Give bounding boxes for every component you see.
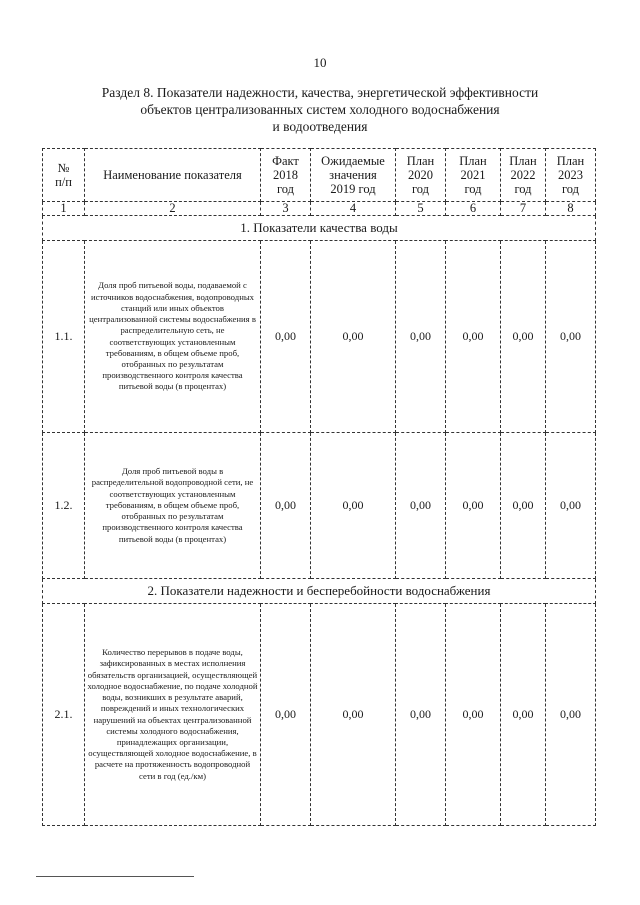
value-fact-2018: 0,00: [261, 604, 311, 826]
section-row: [43, 216, 596, 241]
section-heading: [60, 84, 580, 135]
header-expected-2019: Ожидаемые значения 2019 год: [311, 149, 396, 202]
value-fact-2018: 0,00: [261, 241, 311, 433]
indicator-name: Доля проб питьевой воды в распределительной водопроводной сети, не соответствующих установленным требованиям, в общем объеме проб, отобранных по результатам производственного контроля качества питьевой воды (в процентах): [85, 433, 261, 579]
value-expected-2019: 0,00: [311, 604, 396, 826]
row-number: 2.1.: [43, 604, 85, 826]
heading-line-1: Раздел 8. Показатели надежности, качества, энергетической эффективности: [101, 85, 539, 100]
col-number: 5: [396, 202, 446, 216]
column-number-row: [43, 202, 596, 216]
table-row: [43, 433, 596, 579]
col-number: 1: [43, 202, 85, 216]
value-plan-2020: 0,00: [396, 433, 446, 579]
value-fact-2018: 0,00: [261, 433, 311, 579]
table-row: [43, 241, 596, 433]
value-plan-2021: 0,00: [446, 604, 501, 826]
value-plan-2023: 0,00: [546, 604, 596, 826]
header-name: Наименование показателя: [85, 149, 261, 202]
col-number: 8: [546, 202, 596, 216]
value-plan-2022: 0,00: [501, 433, 546, 579]
section-title: 2. Показатели надежности и бесперебойности водоснабжения: [43, 579, 596, 604]
value-plan-2023: 0,00: [546, 433, 596, 579]
row-number: 1.1.: [43, 241, 85, 433]
col-number: 4: [311, 202, 396, 216]
value-expected-2019: 0,00: [311, 241, 396, 433]
value-plan-2023: 0,00: [546, 241, 596, 433]
value-plan-2020: 0,00: [396, 241, 446, 433]
table-row: [43, 604, 596, 826]
col-number: 7: [501, 202, 546, 216]
indicator-name: Доля проб питьевой воды, подаваемой с источников водоснабжения, водопроводных станций или иных объектов централизованной системы водоснабжения в распределительную сеть, не соответствующих установленным требованиям, в общем объеме проб, отобранных по результатам производственного контроля качества питьевой воды (в процентах): [85, 241, 261, 433]
value-expected-2019: 0,00: [311, 433, 396, 579]
row-number: 1.2.: [43, 433, 85, 579]
value-plan-2022: 0,00: [501, 604, 546, 826]
indicators-table: [42, 148, 596, 826]
value-plan-2020: 0,00: [396, 604, 446, 826]
value-plan-2021: 0,00: [446, 433, 501, 579]
col-number: 6: [446, 202, 501, 216]
header-fact-2018: Факт 2018 год: [261, 149, 311, 202]
page-number: 10: [313, 55, 327, 70]
value-plan-2022: 0,00: [501, 241, 546, 433]
footnote-separator: [36, 876, 194, 877]
header-plan-2021: План 2021 год: [446, 149, 501, 202]
header-plan-2023: План 2023 год: [546, 149, 596, 202]
heading-line-3: и водоотведения: [272, 119, 368, 134]
indicator-name: Количество перерывов в подаче воды, зафиксированных в местах исполнения обязательств организацией, осуществляющей холодное водоснабжение, по подаче холодной воды, возникших в результате аварий, повреждений и иных технологических нарушений на объектах централизованной системы холодного водоснабжения, принадлежащих организации, осуществляющей холодное водоснабжение, в расчете на протяженность водопроводной сети в год (ед./км): [85, 604, 261, 826]
header-plan-2020: План 2020 год: [396, 149, 446, 202]
col-number: 3: [261, 202, 311, 216]
heading-line-2: объектов централизованных систем холодного водоснабжения: [140, 102, 500, 117]
section-row: [43, 579, 596, 604]
col-number: 2: [85, 202, 261, 216]
header-plan-2022: План 2022 год: [501, 149, 546, 202]
header-row: [43, 149, 596, 202]
section-title: 1. Показатели качества воды: [43, 216, 596, 241]
header-num: № п/п: [43, 149, 85, 202]
value-plan-2021: 0,00: [446, 241, 501, 433]
